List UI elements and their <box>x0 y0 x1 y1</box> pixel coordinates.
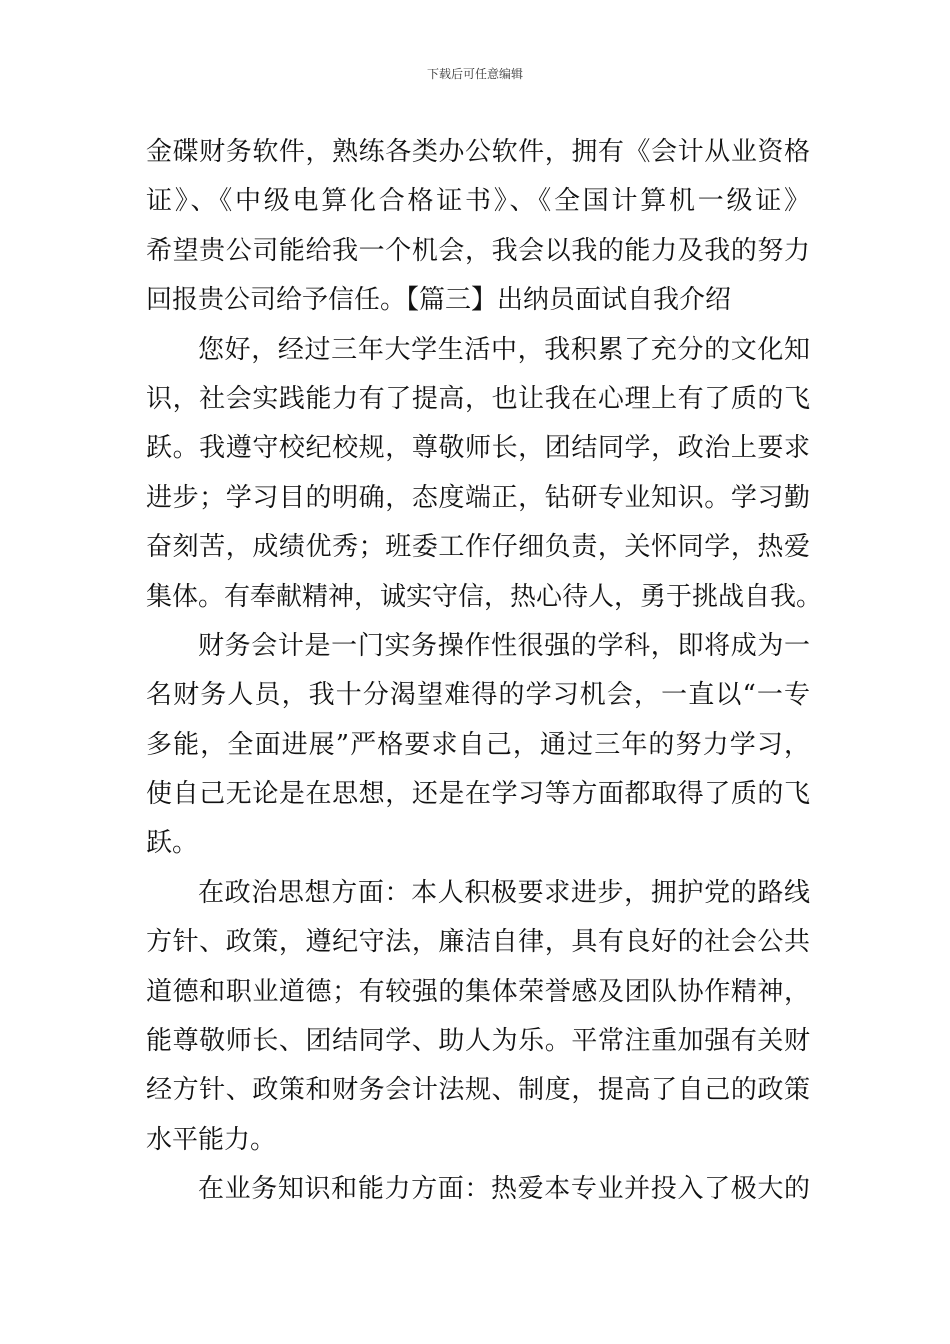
page-header: 下载后可任意编辑 <box>426 67 523 81</box>
text-line: 金碟财务软件，熟练各类办公软件，拥有《会计从业资格 <box>146 137 810 167</box>
text-line: 经方针、政策和财务会计法规、制度，提高了自己的政策 <box>146 1075 810 1106</box>
document-body <box>146 128 823 1215</box>
text-line: 奋刻苦，成绩优秀；班委工作仔细负责，关怀同学，热爱 <box>146 532 810 563</box>
paragraph-first-line: 在业务知识和能力方面：热爱本专业并投入了极大的 <box>198 1174 810 1205</box>
text-line: 能尊敬师长、团结同学、助人为乐。平常注重加强有关财 <box>146 1026 810 1057</box>
text-line: 水平能力。 <box>146 1124 277 1155</box>
text-line: 多能，全面进展”严格要求自己，通过三年的努力学习， <box>146 729 810 760</box>
text-line: 使自己无论是在思想，还是在学习等方面都取得了质的飞 <box>146 779 810 810</box>
paragraph-first-line: 您好，经过三年大学生活中，我积累了充分的文化知 <box>198 334 810 365</box>
text-line: 识，社会实践能力有了提高，也让我在心理上有了质的飞 <box>146 383 810 414</box>
text-line: 名财务人员，我十分渴望难得的学习机会，一直以“一专 <box>146 680 810 711</box>
text-line: 进步；学习目的明确，态度端正，钻研专业知识。学习勤 <box>146 482 810 513</box>
paragraph-first-line: 财务会计是一门实务操作性很强的学科，即将成为一 <box>198 630 810 661</box>
paragraph-first-line: 在政治思想方面：本人积极要求进步，拥护党的路线 <box>198 877 810 908</box>
text-line: 道德和职业道德；有较强的集体荣誉感及团队协作精神， <box>146 976 810 1007</box>
text-line: 希望贵公司能给我一个机会，我会以我的能力及我的努力 <box>146 235 810 266</box>
text-line: 跃。 <box>146 828 199 859</box>
text-line: 证》、《中级电算化合格证书》、《全国计算机一级证》 <box>146 186 810 217</box>
text-line: 回报贵公司给予信任。【篇三】出纳员面试自我介绍 <box>146 285 732 316</box>
text-line: 跃。我遵守校纪校规，尊敬师长，团结同学，政治上要求 <box>146 433 810 464</box>
text-line: 方针、政策，遵纪守法，廉洁自律，具有良好的社会公共 <box>146 927 810 958</box>
text-line: 集体。有奉献精神，诚实守信，热心待人，勇于挑战自我。 <box>146 581 823 612</box>
